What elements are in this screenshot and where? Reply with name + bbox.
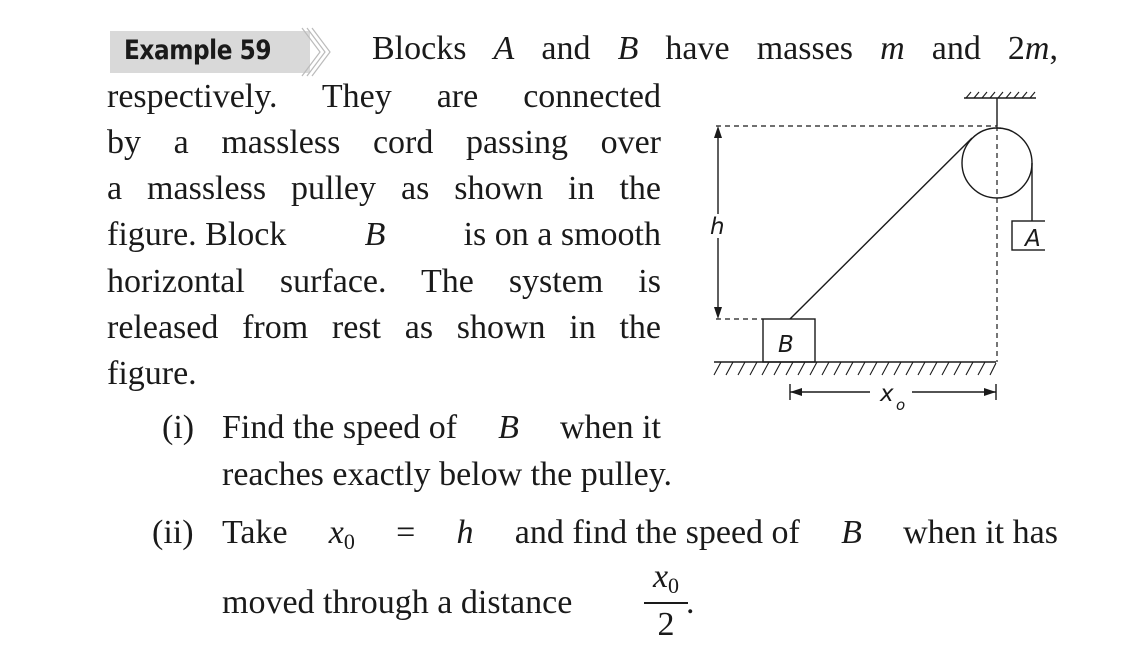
h-arrowhead-down xyxy=(714,307,722,319)
question-text: Take xyxy=(222,514,288,551)
question-1-line-1 xyxy=(222,409,661,447)
label-h: h xyxy=(710,214,725,240)
question-text: and find the speed of xyxy=(514,514,800,551)
question-text: when it has xyxy=(903,514,1058,551)
intro-word: have xyxy=(665,30,730,67)
intro-word: Blocks xyxy=(372,30,467,67)
body-line-6: released from rest as shown in the xyxy=(107,309,661,346)
rope-to-b xyxy=(790,138,972,319)
body-line-2: by a massless cord passing over xyxy=(107,124,661,161)
mass-a: m xyxy=(880,30,905,67)
question-2-line-2: moved through a distance xyxy=(222,584,573,621)
question-2-number: (ii) xyxy=(152,514,194,551)
question-1-line-2: reaches exactly below the pulley. xyxy=(222,456,672,493)
label-x: x xyxy=(880,381,894,407)
h-arrowhead-up xyxy=(714,126,722,138)
body-text: figure. Block xyxy=(107,216,287,253)
pulley-figure xyxy=(700,88,1045,423)
h-symbol: h xyxy=(456,514,474,551)
fraction-bar xyxy=(644,602,688,604)
var-a: A xyxy=(493,30,515,67)
intro-line xyxy=(372,30,1058,68)
period: . xyxy=(686,584,695,621)
intro-word: masses xyxy=(756,30,854,67)
var-b: B xyxy=(498,409,519,446)
var-b: B xyxy=(364,216,386,253)
intro-word: and xyxy=(541,30,591,67)
question-text: Find the speed of xyxy=(222,409,458,446)
body-line-4 xyxy=(107,216,661,254)
body-text: is on a smooth xyxy=(463,216,661,253)
mass-b: 2m, xyxy=(1007,30,1058,67)
example-label: Example 59 xyxy=(124,35,272,66)
label-a: A xyxy=(1025,226,1041,252)
var-b: B xyxy=(617,30,639,67)
fraction-numerator: $x_0$ xyxy=(652,558,680,598)
body-line-5: horizontal surface. The system is xyxy=(107,263,661,300)
body-line-3: a massless pulley as shown in the xyxy=(107,170,661,207)
x-arrowhead-left xyxy=(790,388,802,396)
label-b: B xyxy=(778,332,794,358)
equals-sign: = xyxy=(396,514,416,551)
var-b: B xyxy=(841,514,862,551)
body-line-7: figure. xyxy=(107,355,197,392)
floor-hatch xyxy=(714,362,996,375)
question-text: when it xyxy=(559,409,661,446)
label-x-sub: o xyxy=(896,396,906,414)
x-arrowhead-right xyxy=(984,388,996,396)
ceiling-hatch xyxy=(966,92,1035,98)
question-1-number: (i) xyxy=(162,409,195,446)
x0-symbol: $x_0$ xyxy=(328,514,355,554)
example-badge xyxy=(110,31,310,73)
fraction-denominator: 2 xyxy=(657,606,675,643)
question-2-line-1 xyxy=(222,514,1058,555)
body-line-1: respectively. They are connected xyxy=(107,78,661,115)
badge-arrow-icon xyxy=(300,24,334,80)
intro-word: and xyxy=(931,30,981,67)
